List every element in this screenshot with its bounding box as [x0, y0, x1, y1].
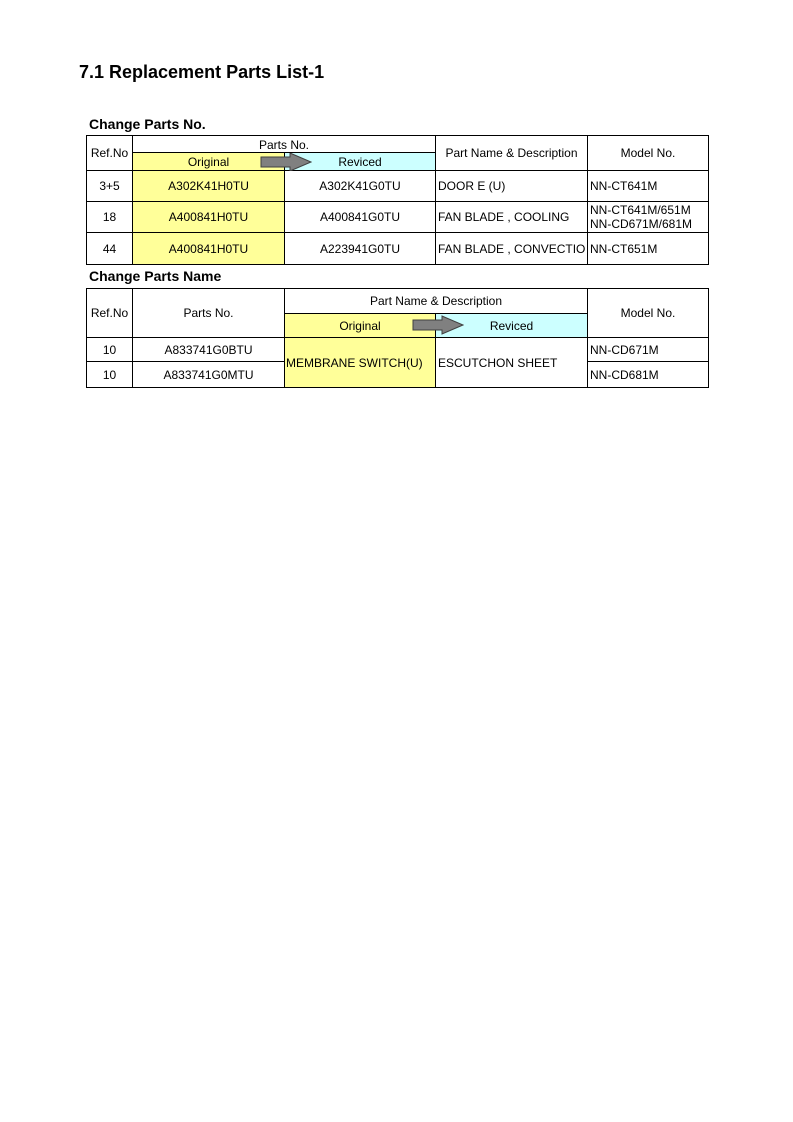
header-revised-label: Reviced	[489, 318, 534, 333]
change-parts-no-table	[86, 135, 709, 265]
change-parts-name-table	[86, 288, 709, 388]
header-model-no-label: Model No.	[620, 146, 676, 160]
header-part-name	[435, 135, 588, 171]
table-row-cell-model: NN-CT641M	[587, 170, 709, 202]
section-title-change-parts-name: Change Parts Name	[89, 268, 222, 284]
table-row-cell-parts-no: A833741G0BTU	[132, 337, 285, 362]
header-part-name-label: Part Name & Description	[445, 146, 578, 160]
table-row-cell-model	[587, 201, 709, 233]
merged-original-name: MEMBRANE SWITCH(U)	[284, 337, 436, 388]
header-parts-no-label: Parts No.	[183, 306, 234, 320]
table-row-cell-ref: 10	[86, 337, 133, 362]
header-parts-no	[132, 288, 285, 338]
model-line-2: NN-CD671M/681M	[590, 217, 693, 231]
table-row-cell-original: A302K41H0TU	[132, 170, 285, 202]
table-row-cell-original: A400841H0TU	[132, 201, 285, 233]
model-line-1: NN-CT641M/651M	[590, 203, 691, 217]
table-row-cell-ref: 10	[86, 361, 133, 388]
header-ref-no-label: Ref.No	[90, 146, 129, 160]
table-row-cell-revised: A400841G0TU	[284, 201, 436, 233]
table-row-cell-revised: A302K41G0TU	[284, 170, 436, 202]
section-title-change-parts-no: Change Parts No.	[89, 116, 206, 132]
table-row-cell-model: NN-CD681M	[587, 361, 709, 388]
header-revised-label: Reviced	[338, 154, 382, 169]
header-ref-no-label: Ref.No	[90, 306, 129, 320]
header-model-no	[587, 135, 709, 171]
header-model-no	[587, 288, 709, 338]
table-row-cell-parts-no: A833741G0MTU	[132, 361, 285, 388]
header-part-name-label: Part Name & Description	[369, 294, 503, 308]
table-row-cell-name: FAN BLADE , CONVECTIO	[435, 232, 588, 265]
page-title: 7.1 Replacement Parts List-1	[79, 62, 325, 82]
table-row-cell-ref: 3+5	[86, 170, 133, 202]
table-row-cell-ref: 44	[86, 232, 133, 265]
header-part-name	[284, 288, 588, 314]
arrow-right-icon	[412, 315, 464, 335]
header-original-label: Original	[339, 318, 381, 333]
table-row-cell-ref: 18	[86, 201, 133, 233]
header-parts-no	[132, 135, 436, 153]
arrow-right-icon	[260, 153, 312, 171]
header-parts-no-label: Parts No.	[258, 138, 309, 152]
header-original-label: Original	[187, 154, 230, 169]
table-row-cell-name: FAN BLADE , COOLING	[435, 201, 588, 233]
header-ref-no	[86, 288, 133, 338]
table-row-cell-revised: A223941G0TU	[284, 232, 436, 265]
table-row-cell-original: A400841H0TU	[132, 232, 285, 265]
merged-revised-name: ESCUTCHON SHEET	[435, 337, 588, 388]
header-model-no-label: Model No.	[620, 306, 676, 320]
table-row-cell-model: NN-CT651M	[587, 232, 709, 265]
table-row-cell-name: DOOR E (U)	[435, 170, 588, 202]
table-row-cell-model: NN-CD671M	[587, 337, 709, 362]
header-ref-no	[86, 135, 133, 171]
